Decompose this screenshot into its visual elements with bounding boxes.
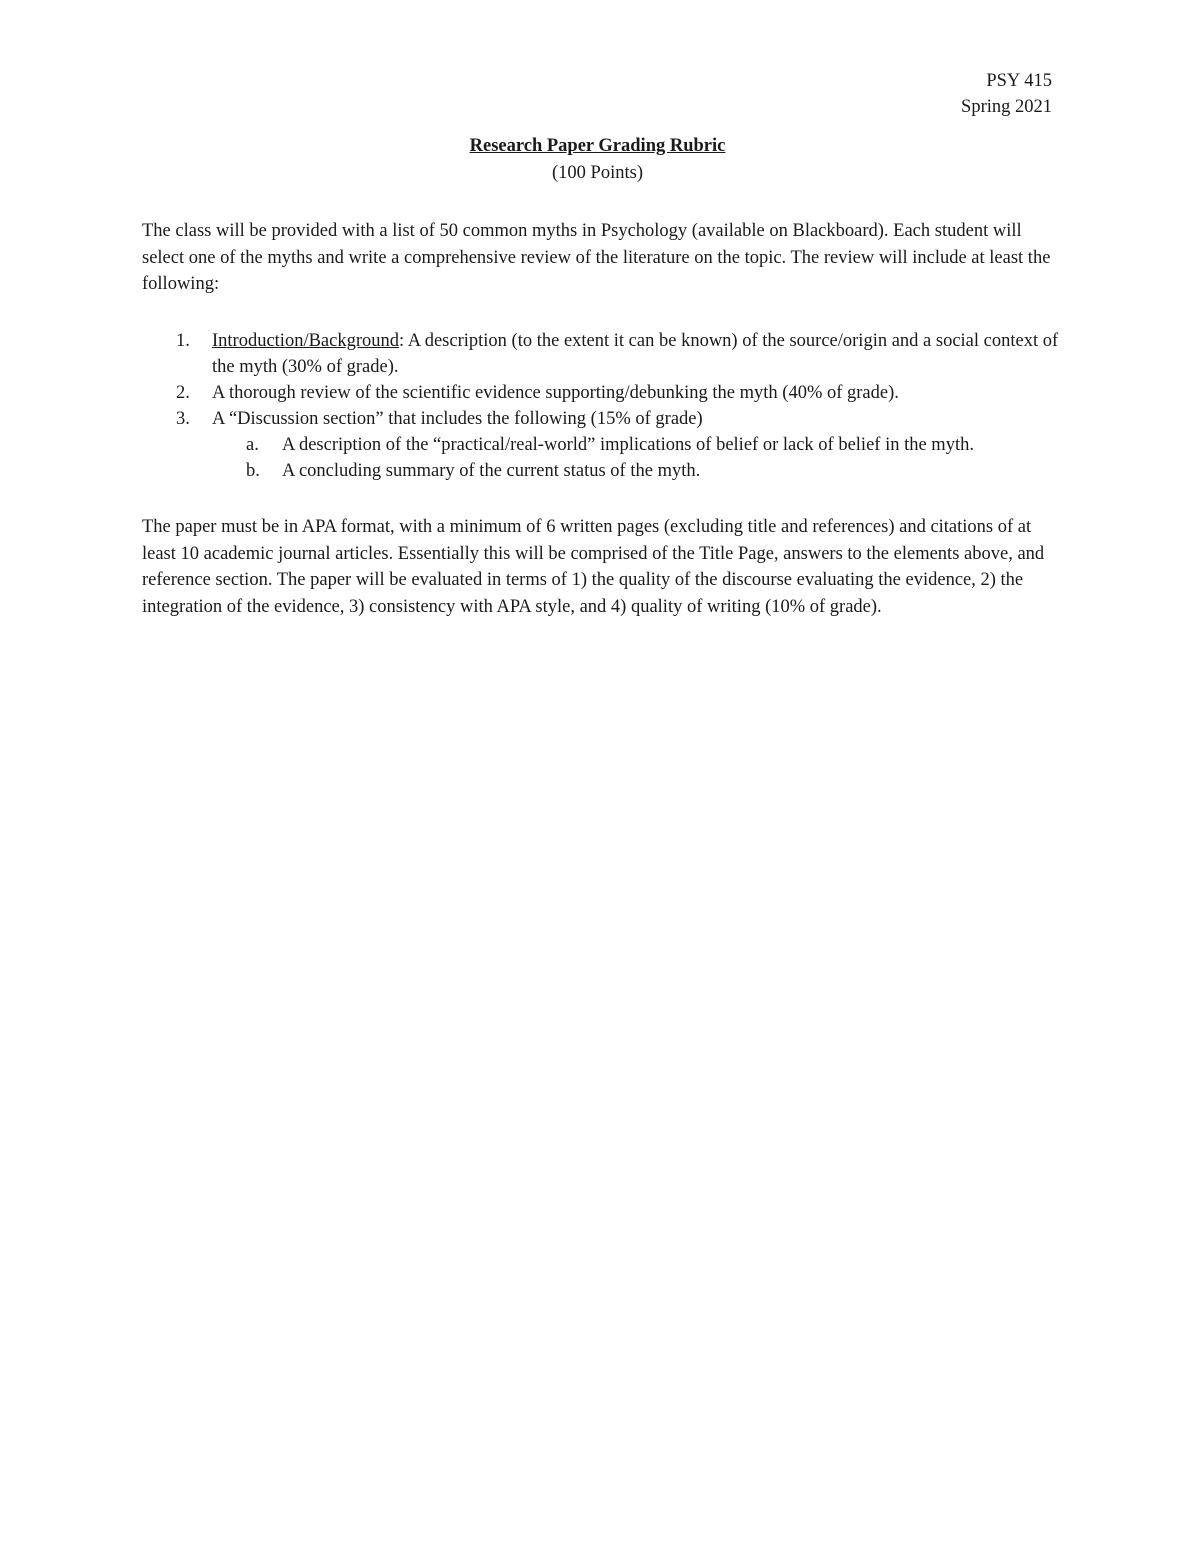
list-number: 2.	[176, 383, 190, 403]
list-item-text: A thorough review of the scientific evidence supporting/debunking the myth (40% of grade).	[212, 383, 899, 403]
sublist-item	[212, 458, 1067, 484]
points-subtitle: (100 Points)	[552, 163, 643, 183]
closing-paragraph: The paper must be in APA format, with a minimum of 6 written pages (excluding title and references) and citations of at least 10 academic journal articles. Essentially this will be comprised of the Title Page, answers to the elements above, and reference section. The paper will be evaluated in terms of 1) the quality of the discourse evaluating the evidence, 2) the integration of the evidence, 3) consistency with APA style, and 4) quality of writing (10% of grade).	[142, 517, 1045, 617]
sublist-letter: a.	[246, 435, 259, 455]
list-item	[142, 406, 1067, 484]
list-item	[142, 380, 1067, 406]
list-item-text: : A description (to the extent it can be known) of the source/origin and a social context of the myth (30% of grade).	[212, 331, 1059, 377]
sublist-item-text: A concluding summary of the current status of the myth.	[282, 461, 701, 481]
list-number: 1.	[176, 331, 190, 351]
document-header	[961, 68, 1052, 120]
course-code: PSY 415	[986, 71, 1052, 91]
list-number: 3.	[176, 409, 190, 429]
discussion-sublist	[212, 432, 1067, 484]
page-title: Research Paper Grading Rubric	[469, 136, 726, 156]
term: Spring 2021	[961, 97, 1052, 117]
sublist-letter: b.	[246, 461, 260, 481]
sublist-item	[212, 432, 1067, 458]
list-item-label: Introduction/Background	[212, 331, 400, 351]
intro-paragraph: The class will be provided with a list of 50 common myths in Psychology (available on Blackboard). Each student will select one of the myths and write a comprehensive review of the literature on the topic. The review will include at least the following:	[142, 221, 1051, 294]
list-item-text: A “Discussion section” that includes the following (15% of grade)	[212, 409, 703, 429]
sublist-item-text: A description of the “practical/real-world” implications of belief or lack of belief in the myth.	[282, 435, 974, 455]
requirements-list	[142, 328, 1067, 484]
list-item	[142, 328, 1067, 380]
title-block	[0, 133, 1195, 187]
